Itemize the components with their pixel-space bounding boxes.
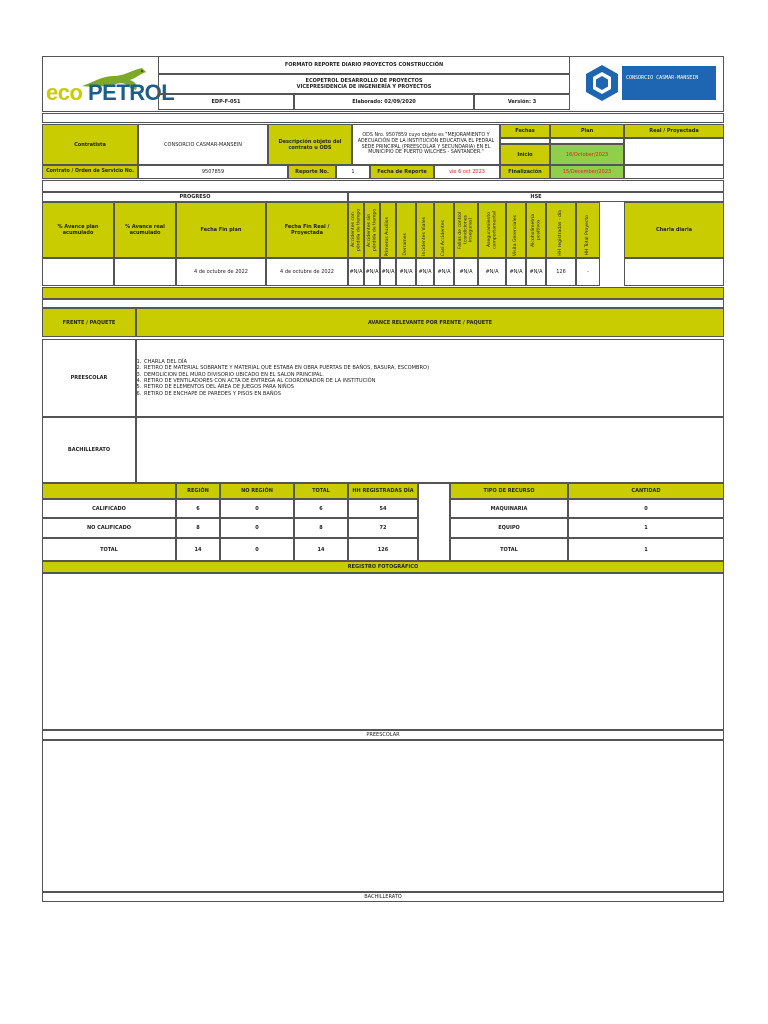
activity-list	[137, 359, 429, 397]
spacer-row-2	[42, 180, 724, 192]
inicio-label: Inicio	[500, 144, 550, 165]
hse-header-text: Casi Accidentes	[441, 219, 447, 256]
activity-item: 5. RETIRO DE ELEMENTOS DEL ÁREA DE JUEGOS PARA NIÑOS	[143, 384, 429, 390]
finalizacion-real	[624, 165, 724, 179]
activity-item: 2. RETIRO DE MATERIAL SOBRANTE Y MATERIAL QUE ESTABA EN OBRA PUERTAS DE BAÑOS, BASURA, ESCOMBRO)	[143, 365, 429, 371]
photo-caption-bachillerato: BACHILLERATO	[42, 892, 724, 902]
form-version: Versión: 3	[474, 94, 570, 110]
photo-area-preescolar	[42, 573, 724, 730]
hse-header-text: Primeros Auxilios	[385, 216, 391, 256]
contractor-logo	[578, 60, 718, 106]
hse-value-cell: #N/A	[434, 258, 454, 286]
personal-cell: 14	[176, 538, 220, 561]
real-label: Real / Proyectada	[624, 124, 724, 138]
form-title: FORMATO REPORTE DIARIO PROYECTOS CONSTRUCCIÓN	[158, 56, 570, 74]
personal-row-label: CALIFICADO	[42, 499, 176, 518]
finalizacion-label: Finalización	[500, 165, 550, 179]
hse-header-cell	[526, 202, 546, 258]
recurso-header-cantidad: CANTIDAD	[568, 483, 724, 499]
fecha-fin-plan-header: Fecha Fin plan	[176, 202, 266, 258]
hse-header-cell	[576, 202, 600, 258]
activity-item: 4. RETIRO DE VENTILADORES CON ACTA DE ENTREGA AL COORDINADOR DE LA INSTITUCIÓN	[143, 378, 429, 384]
personal-header-total: TOTAL	[294, 483, 348, 499]
personal-cell: 0	[220, 499, 294, 518]
avance-plan-value	[42, 258, 114, 286]
hse-header-cell	[396, 202, 416, 258]
inicio-plan-date: 16/October/2023	[550, 144, 624, 165]
contratista-value: CONSORCIO CASMAR-MANSEIN	[138, 124, 268, 165]
recurso-cantidad: 1	[568, 538, 724, 561]
frente-name-bachillerato: BACHILLERATO	[42, 417, 136, 483]
contractor-logo-text: CONSORCIO CASMAR-MANSEIN	[626, 75, 699, 81]
personal-corner	[42, 483, 176, 499]
contractor-logo-banner	[622, 66, 716, 100]
frente-items-preescolar	[136, 339, 724, 417]
hse-header-cell	[546, 202, 576, 258]
personal-cell: 0	[220, 518, 294, 538]
real-blank	[624, 138, 724, 165]
frente-items-bachillerato	[136, 417, 724, 483]
reporte-label: Reporte No.	[288, 165, 336, 179]
fecha-reporte-value: vie 6 oct 2023	[434, 165, 500, 179]
hse-value-cell: #N/A	[364, 258, 380, 286]
logo-text-eco: eco	[46, 80, 83, 105]
hse-value-cell: #N/A	[396, 258, 416, 286]
hse-value-cell: #N/A	[506, 258, 526, 286]
frente-header: FRENTE / PAQUETE	[42, 308, 136, 337]
hse-header-text: Visita Gerenciales	[513, 214, 519, 256]
ecopetrol-logo	[44, 58, 175, 108]
fechas-label: Fechas	[500, 124, 550, 138]
hse-value-cell: #N/A	[454, 258, 478, 286]
hse-label: HSE	[348, 192, 724, 202]
recurso-cantidad: 1	[568, 518, 724, 538]
hse-header-text: Accidentes sin pérdida de tiempo	[366, 208, 377, 252]
recurso-cantidad: 0	[568, 499, 724, 518]
consortium-emblem-icon	[582, 63, 622, 103]
personal-header-region: REGIÓN	[176, 483, 220, 499]
personal-cell: 72	[348, 518, 418, 538]
hse-value-cell: #N/A	[416, 258, 434, 286]
fecha-fin-real-header: Fecha Fin Real / Proyectada	[266, 202, 348, 258]
hse-value-cell: 126	[546, 258, 576, 286]
hse-value-cell: -	[576, 258, 600, 286]
recurso-header-tipo: TIPO DE RECURSO	[450, 483, 568, 499]
hse-header-text: Aseguramiento comportamental	[486, 210, 497, 250]
logo-text-petrol: PETROL	[88, 80, 175, 105]
personal-cell: 8	[176, 518, 220, 538]
activity-item: 1. CHARLA DEL DÍA	[143, 359, 429, 365]
form-elaborado: Elaborado: 02/09/2020	[294, 94, 474, 110]
hse-header-cell	[434, 202, 454, 258]
hse-header-cell	[478, 202, 506, 258]
personal-cell: 8	[294, 518, 348, 538]
activity-item: 6. RETIRO DE ENCHAPE DE PAREDES Y PISOS EN BAÑOS	[143, 391, 429, 397]
spacer-row	[42, 113, 724, 123]
org-name	[158, 74, 570, 94]
hse-header-text: Alcoholimetría positivos	[530, 213, 541, 247]
hse-header-cell	[380, 202, 396, 258]
recurso-tipo: EQUIPO	[450, 518, 568, 538]
hse-header-text: Fallas de control (condiciones inseguras)	[458, 211, 474, 249]
recurso-tipo: MAQUINARIA	[450, 499, 568, 518]
personal-cell: 6	[294, 499, 348, 518]
hse-header-text: Accidentes con pérdida de tiempo	[350, 208, 361, 252]
separator-bar-1	[42, 287, 724, 299]
personal-cell: 0	[220, 538, 294, 561]
photo-area-bachillerato	[42, 740, 724, 892]
avance-plan-header: % Avance plan acumulado	[42, 202, 114, 258]
personal-header-no-region: NO REGIÓN	[220, 483, 294, 499]
fecha-fin-plan-value: 4 de octubre de 2022	[176, 258, 266, 286]
hse-value-cell: #N/A	[478, 258, 506, 286]
hse-header-cell	[454, 202, 478, 258]
hse-header-cell	[348, 202, 364, 258]
personal-row-label: TOTAL	[42, 538, 176, 561]
hse-value-cell: #N/A	[348, 258, 364, 286]
hse-header-text: HH registradas - día	[558, 210, 564, 256]
registro-title: REGISTRO FOTOGRÁFICO	[42, 561, 724, 573]
plan-label: Plan	[550, 124, 624, 138]
finalizacion-plan-date: 15/December/2023	[550, 165, 624, 179]
fecha-fin-real-value: 4 de octubre de 2022	[266, 258, 348, 286]
frente-name-preescolar: PREESCOLAR	[42, 339, 136, 417]
hse-value-cell: #N/A	[380, 258, 396, 286]
personal-cell: 14	[294, 538, 348, 561]
hse-header-text: HH Total Proyecto	[585, 215, 591, 256]
descripcion-label: Descripción objeto del contrato u ODS	[268, 124, 352, 165]
recurso-tipo: TOTAL	[450, 538, 568, 561]
hse-value-cell: #N/A	[526, 258, 546, 286]
personal-cell: 126	[348, 538, 418, 561]
contrato-label: Contrato / Orden de Servicio No.	[42, 165, 138, 179]
activity-item: 3. DEMOLICION DEL MURO DIVISORIO UBICADO EN EL SALON PRINCIPAL.	[143, 372, 429, 378]
personal-recursos-gap	[418, 483, 450, 561]
personal-header-hh: HH REGISTRADAS DÍA	[348, 483, 418, 499]
photo-caption-preescolar: PREESCOLAR	[42, 730, 724, 740]
hse-header-text: Derrames	[403, 233, 409, 256]
descripcion-value: ODS Nro. 9507859 cuyo objeto es "MEJORAMIENTO Y ADECUACIÓN DE LA INSTITUCIÓN EDUCATIVA EL PEDRAL SEDE PRINCIPAL (PREESCOLAR Y SECUNDARIA) EN EL MUNICIPIO DE PUERTO WILCHES - SANTANDER."	[352, 124, 500, 165]
org-line-1: ECOPETROL DESARROLLO DE PROYECTOS	[305, 78, 423, 84]
charla-value	[624, 258, 724, 286]
reporte-value: 1	[336, 165, 370, 179]
contratista-label: Contratista	[42, 124, 138, 165]
hse-header-text: Incidentes Viales	[422, 217, 428, 256]
personal-row-label: NO CALIFICADO	[42, 518, 176, 538]
org-line-2: VICEPRESIDENCIA DE INGENIERÍA Y PROYECTOS	[296, 84, 432, 90]
form-code: EDP-F-051	[158, 94, 294, 110]
contrato-value: 9507859	[138, 165, 288, 179]
avance-real-value	[114, 258, 176, 286]
avance-header: AVANCE RELEVANTE POR FRENTE / PAQUETE	[136, 308, 724, 337]
charla-header: Charla diaria	[624, 202, 724, 258]
hse-header-cell	[416, 202, 434, 258]
avance-real-header: % Avance real acumulado	[114, 202, 176, 258]
hse-header-cell	[364, 202, 380, 258]
personal-cell: 54	[348, 499, 418, 518]
hse-header-cell	[506, 202, 526, 258]
spacer-row-3	[42, 299, 724, 308]
personal-cell: 6	[176, 499, 220, 518]
fecha-reporte-label: Fecha de Reporte	[370, 165, 434, 179]
progreso-label: PROGRESO	[42, 192, 348, 202]
